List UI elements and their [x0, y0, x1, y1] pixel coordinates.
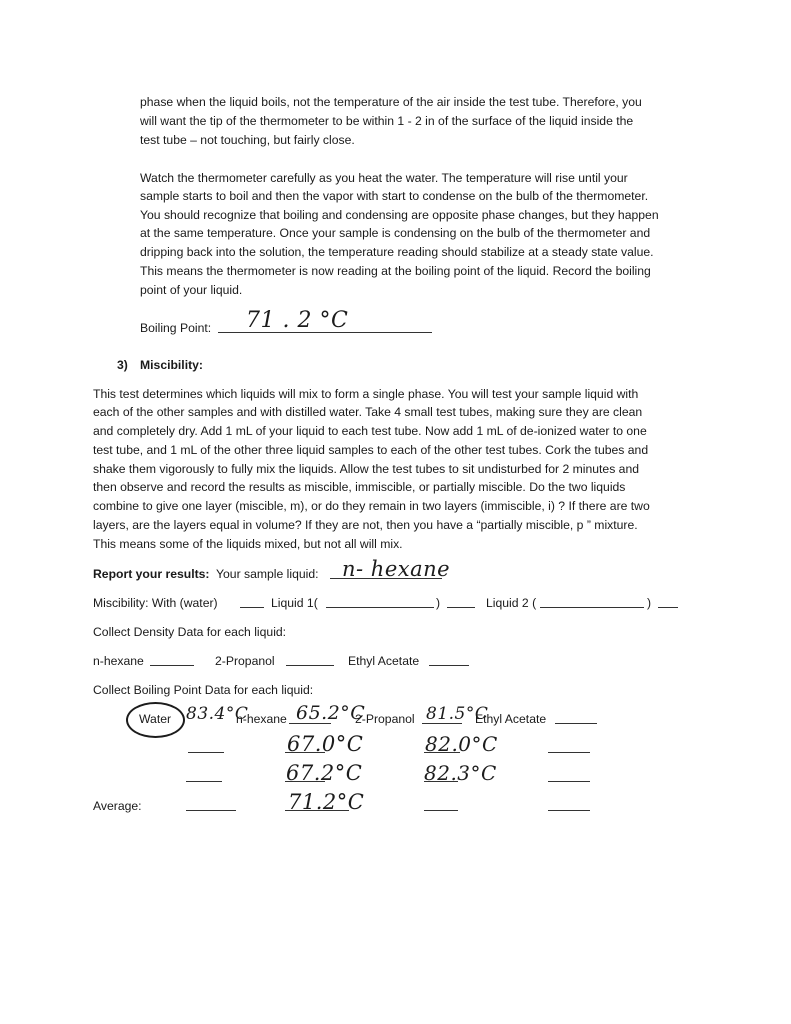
liquid1-label: Liquid 1( [271, 596, 318, 610]
propanol-trial-1: 81.5°C [426, 704, 489, 724]
watch-line-5: dripping back into the solution, the temperature reading should stabilize at a steady state value. [140, 245, 654, 259]
liquid2-close: ) [647, 596, 652, 610]
intro-line-2: will want the tip of the thermometer to be within 1 - 2 in of the surface of the liquid inside the [140, 114, 634, 128]
misc-line-6: then observe and record the results as miscible, immiscible, or partially miscible. Do the two liquids [93, 480, 626, 494]
density-ethyl-blank[interactable] [429, 653, 469, 666]
water-label: Water [139, 712, 172, 726]
misc-line-4: test tube, and 1 mL of the other three liquid samples to each of the other test tubes. Cork the tubes and [93, 443, 649, 457]
misc-line-2: each of the other samples and with distilled water. Take 4 small test tubes, making sure they are clean [93, 405, 643, 419]
hexane-average: 71.2°C [288, 790, 365, 814]
density-propanol-blank[interactable] [286, 653, 334, 666]
miscibility-label: Miscibility: With (water) [93, 596, 218, 610]
hexane-label: n-hexane [236, 712, 287, 726]
ethyl-trial3-blank[interactable] [548, 769, 590, 782]
hexane-trial-2: 67.0°C [287, 732, 364, 756]
watch-line-2: sample starts to boil and then the vapor with start to condense on the bulb of the thermometer. [140, 189, 649, 203]
density-item-hexane: n-hexane [93, 654, 144, 668]
report-bold-label: Report your results: [93, 567, 210, 581]
hexane-trial-3: 67.2°C [286, 761, 363, 785]
watch-line-4: at the same temperature. Once your sample is condensing on the bulb of the thermometer and [140, 226, 651, 240]
propanol-trial-2: 82.0°C [425, 732, 498, 756]
watch-line-1: Watch the thermometer carefully as you heat the water. The temperature will rise until your [140, 171, 628, 185]
intro-line-3: test tube – not touching, but fairly close. [140, 133, 355, 147]
misc-line-8: layers, are the layers equal in volume? If they are not, then you have a “partially miscible, p ” mixture. [93, 518, 638, 532]
misc-line-3: and completely dry. Add 1 mL of your liquid to each test tube. Now add 1 mL of de-ionized water to one [93, 424, 647, 438]
intro-line-1: phase when the liquid boils, not the temperature of the air inside the test tube. Therefore, you [140, 95, 642, 109]
propanol-label: 2-Propanol [355, 712, 415, 726]
density-hexane-blank[interactable] [150, 653, 194, 666]
ethyl-trial1-blank[interactable] [555, 711, 597, 724]
liquid2-label: Liquid 2 ( [486, 596, 537, 610]
average-label: Average: [93, 799, 142, 813]
report-sample-value: n- hexane [342, 557, 451, 581]
water-average-blank[interactable] [186, 798, 236, 811]
propanol-average-blank[interactable] [424, 798, 458, 811]
liquid1-name-blank[interactable] [326, 595, 434, 608]
misc-line-7: combine to give one layer (miscible, m), or do they remain in two layers (immiscible, i) ? If there are two [93, 499, 650, 513]
water-boiling-value: 83.4°C [186, 704, 249, 724]
density-item-ethyl: Ethyl Acetate [348, 654, 420, 668]
section-title: Miscibility: [140, 358, 203, 372]
liquid2-result-blank[interactable] [658, 595, 678, 608]
water-trial2-blank[interactable] [188, 740, 224, 753]
section-number: 3) [117, 358, 128, 372]
density-item-propanol: 2-Propanol [215, 654, 275, 668]
ethyl-trial2-blank[interactable] [548, 740, 590, 753]
density-heading: Collect Density Data for each liquid: [93, 625, 287, 639]
liquid2-name-blank[interactable] [540, 595, 644, 608]
watch-line-6: This means the thermometer is now reading at the boiling point of the liquid. Record the boiling [140, 264, 651, 278]
watch-line-7: point of your liquid. [140, 283, 243, 297]
boiling-point-value: 71 . 2 °C [246, 308, 349, 333]
misc-line-9: This means some of the liquids mixed, but not all will mix. [93, 537, 403, 551]
boiling-heading: Collect Boiling Point Data for each liquid: [93, 683, 314, 697]
misc-line-5: shake them vigorously to fully mix the liquids. Allow the test tubes to sit undisturbed for 2 minutes and [93, 462, 640, 476]
misc-line-1: This test determines which liquids will mix to form a single phase. You will test your sample liquid with [93, 387, 639, 401]
liquid1-close: ) [436, 596, 441, 610]
water-trial3-blank[interactable] [186, 769, 222, 782]
watch-line-3: You should recognize that boiling and condensing are opposite phase changes, but they happen [140, 208, 659, 222]
hexane-trial-1: 65.2°C [296, 702, 366, 724]
ethyl-average-blank[interactable] [548, 798, 590, 811]
ethyl-label: Ethyl Acetate [475, 712, 547, 726]
propanol-trial-3: 82.3°C [424, 761, 497, 785]
report-sample-label: Your sample liquid: [216, 567, 319, 581]
liquid1-result-blank[interactable] [447, 595, 475, 608]
miscibility-water-blank[interactable] [240, 595, 264, 608]
boiling-point-label: Boiling Point: [140, 321, 212, 335]
